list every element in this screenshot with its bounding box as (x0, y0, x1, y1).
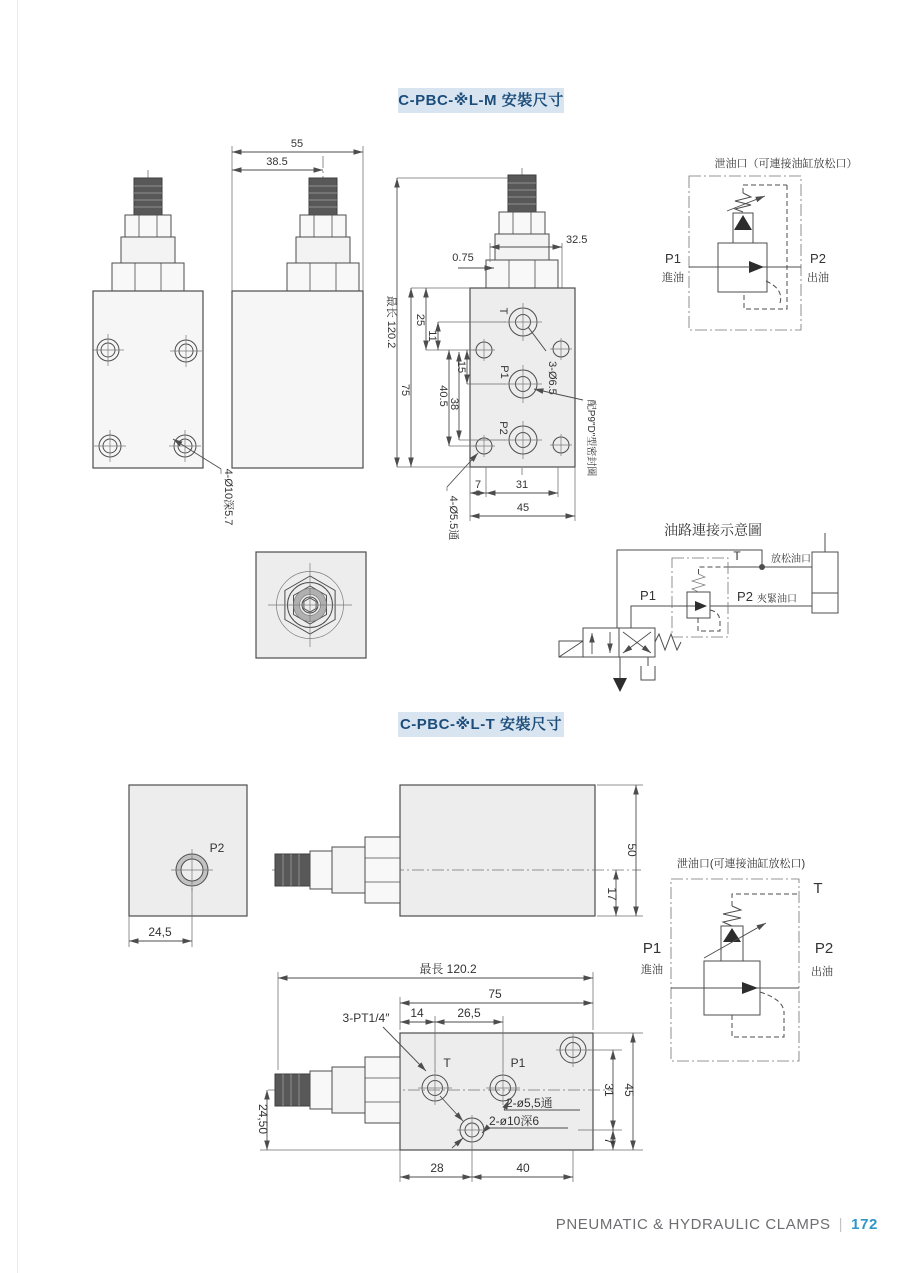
front-view-counterbore (92, 170, 235, 525)
note-thread: 3-PT1/4″ (342, 1011, 390, 1025)
symbol-t-p1: P1 (642, 940, 662, 957)
dim-31-t: 31 (602, 1083, 616, 1097)
note-2-depth: 2-ø10深6 (489, 1114, 540, 1128)
dim-17: 17 (605, 887, 619, 901)
section-t-drawings (129, 785, 833, 1182)
dim-stem-offset: 38.5 (266, 156, 288, 168)
symbol-t-p2-label: 出油 (811, 966, 833, 978)
p2-port-label: P2 (209, 841, 225, 855)
dim-15: 15 (455, 360, 467, 374)
front-view-dimensioned (232, 138, 363, 468)
dim-7: 7 (474, 479, 482, 491)
counterbore-note: 4-Ø10深5.7 (222, 468, 234, 526)
symbol-m-p1-label: 進油 (662, 272, 684, 284)
dim-7-t: 7 (602, 1137, 616, 1145)
dim-32-5: 32.5 (566, 234, 588, 246)
hydraulic-symbol-t (641, 856, 833, 1061)
dim-28: 28 (430, 1161, 444, 1175)
dim-75: 75 (399, 383, 411, 397)
side-view (272, 785, 643, 916)
page-footer (556, 1216, 878, 1233)
dim-40: 40 (516, 1161, 530, 1175)
dim-26-5: 26,5 (457, 1006, 481, 1020)
plan-view (256, 962, 643, 1182)
plan-t-label: T (443, 1056, 451, 1070)
circuit-p2-label: P2 (737, 589, 753, 604)
dim-38: 38 (448, 397, 460, 411)
symbol-t-p1-label: 進油 (641, 964, 663, 976)
valve-top-view (256, 552, 366, 658)
footer-label: PNEUMATIC & HYDRAULIC CLAMPS (555, 1216, 831, 1233)
dim-45-t: 45 (622, 1083, 636, 1097)
dim-11: 11 (426, 330, 438, 342)
symbol-m-title: 泄油口（可連接油缸放松口） (714, 158, 858, 170)
p2-end-view (129, 785, 247, 947)
circuit-p1-label: P1 (640, 588, 656, 603)
note-through-holes: 4-Ø5.5通 (447, 495, 459, 541)
dim-24-50: 24,50 (256, 1103, 270, 1135)
hydraulic-symbol-m (662, 156, 858, 330)
circuit-title: 油路連接示意圖 (664, 522, 762, 538)
note-2-through: 2-ø5,5通 (506, 1096, 553, 1110)
oil-circuit-diagram (559, 522, 838, 692)
section-t-title: C-PBC-※L-T 安裝尺寸 (398, 712, 564, 737)
dim-0-75: 0.75 (452, 252, 474, 264)
circuit-release-label: 放松油口 (771, 554, 811, 565)
dim-total-width: 55 (290, 138, 304, 150)
page-number: 172 (851, 1216, 878, 1233)
port-t-label: T (497, 307, 509, 315)
plan-p1-label: P1 (510, 1056, 526, 1070)
symbol-m-p1: P1 (665, 251, 681, 266)
section-m-title: C-PBC-※L-M 安裝尺寸 (398, 88, 564, 113)
mounting-face-view (385, 168, 598, 540)
dim-45: 45 (516, 502, 530, 514)
symbol-t-title: 泄油口(可連接油缸放松口) (676, 858, 806, 870)
symbol-m-p2: P2 (810, 251, 826, 266)
dim-31: 31 (515, 479, 529, 491)
symbol-t-p2: P2 (814, 940, 834, 957)
port-p1-label: P1 (498, 365, 510, 379)
note-seal-ring: 配P9"D"型密封圈 (585, 399, 596, 477)
dim-50: 50 (625, 843, 639, 857)
circuit-clamp-label: 夾緊油口 (757, 594, 797, 605)
dim-24-5: 24,5 (148, 925, 172, 939)
circuit-t-label: T (733, 549, 741, 563)
dim-max-length: 最长 120.2 (385, 295, 397, 349)
dim-14: 14 (410, 1006, 424, 1020)
dim-75-t: 75 (488, 987, 502, 1001)
dim-25: 25 (414, 313, 426, 327)
dim-40-5: 40.5 (437, 385, 449, 407)
symbol-m-p2-label: 出油 (807, 272, 829, 284)
note-3-holes: 3-Ø6.5 (546, 361, 558, 395)
section-m-drawings (92, 138, 858, 692)
footer-separator: | (838, 1216, 844, 1233)
symbol-t-t: T (813, 880, 823, 897)
port-p2-label: P2 (497, 421, 509, 435)
dim-max-length-t: 最長 120.2 (419, 962, 477, 976)
